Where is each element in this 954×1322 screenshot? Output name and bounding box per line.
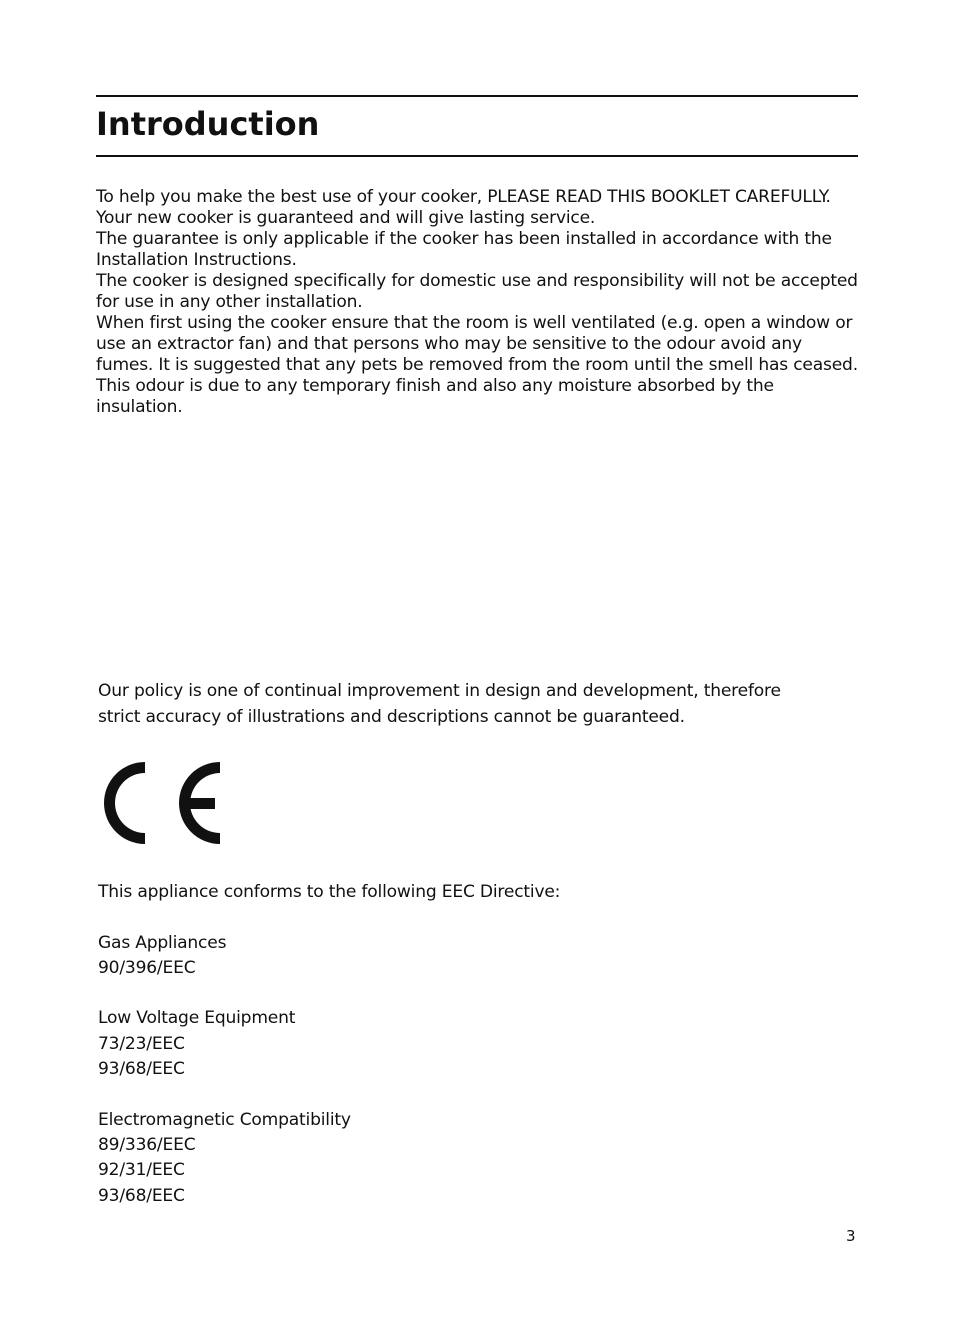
policy-statement: Our policy is one of continual improvement in design and development, therefore strict accuracy of illustrations and descriptions cannot be guaranteed. [98, 681, 781, 727]
directive-code: 93/68/EEC [98, 1059, 185, 1080]
directive-group-emc [98, 1108, 798, 1209]
directives-section [98, 880, 798, 1209]
page-number: 3 [846, 1227, 856, 1245]
intro-paragraph: The cooker is designed specifically for domestic use and responsibility will not be accepted for use in any other installation. [96, 271, 858, 312]
directive-group-gas [98, 931, 798, 982]
page-title: Introduction [96, 105, 320, 143]
directive-group-low-voltage [98, 1006, 798, 1082]
title-bottom-rule [96, 155, 858, 157]
intro-paragraph: When first using the cooker ensure that the room is well ventilated (e.g. open a window or use an extractor fan) and that persons who may be sensitive to the odour avoid any fumes. It is suggested that any pets be removed from the room until the smell has ceased. This odour is due to any temporary finish and also any moisture absorbed by the insulation. [96, 313, 858, 417]
directive-code: 73/23/EEC [98, 1033, 185, 1054]
directive-code: 93/68/EEC [98, 1185, 185, 1206]
directive-group-name: Electromagnetic Compatibility [98, 1109, 351, 1130]
directive-code: 92/31/EEC [98, 1160, 185, 1181]
intro-section [96, 187, 861, 418]
title-top-rule [96, 95, 858, 97]
directive-group-name: Low Voltage Equipment [98, 1008, 296, 1029]
intro-paragraph: Your new cooker is guaranteed and will give lasting service. [96, 208, 596, 228]
directive-code: 90/396/EEC [98, 957, 196, 978]
directives-intro: This appliance conforms to the following EEC Directive: [98, 882, 561, 902]
directive-code: 89/336/EEC [98, 1134, 196, 1155]
ce-mark-icon [98, 760, 222, 846]
intro-paragraph: The guarantee is only applicable if the cooker has been installed in accordance with the Installation Instructions. [96, 229, 832, 270]
directive-group-name: Gas Appliances [98, 932, 227, 953]
intro-paragraph: To help you make the best use of your cooker, PLEASE READ THIS BOOKLET CAREFULLY. [96, 187, 831, 207]
